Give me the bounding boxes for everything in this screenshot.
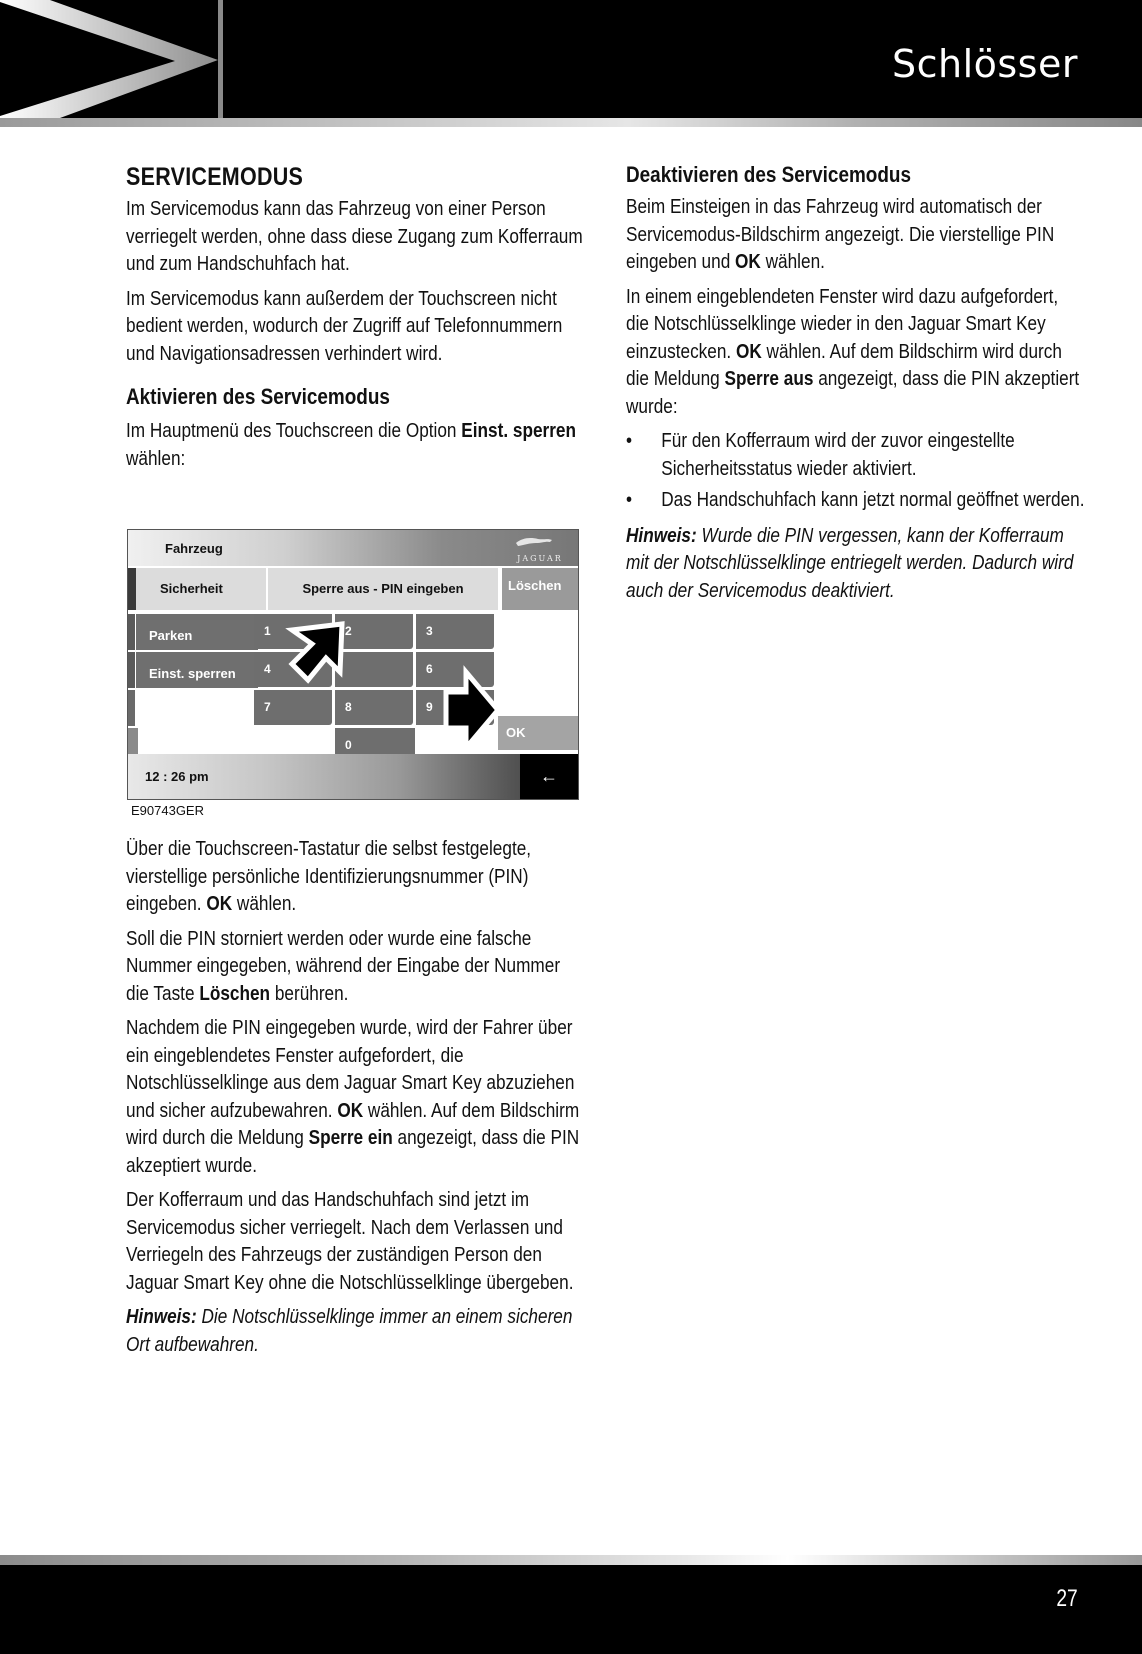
back-arrow-icon[interactable]: ← [520, 754, 578, 800]
note-label: Hinweis: [626, 524, 697, 547]
chevron-decoration-icon [0, 0, 220, 118]
ts-delete-button[interactable] [500, 568, 579, 610]
text: berühren. [270, 982, 349, 1005]
ts-menu-edge [128, 614, 135, 650]
result-list [626, 428, 1085, 515]
key-name: Löschen [199, 982, 271, 1005]
ts-key-9[interactable]: 9 [416, 690, 494, 725]
left-column [126, 160, 586, 480]
jaguar-leaper-icon [514, 534, 554, 548]
text: wählen: [126, 447, 186, 470]
text: Über die Touchscreen-Tastatur die selbst festgelegte, vierstellige persönliche Identifizierungsnummer (PIN) eingeben. [126, 838, 532, 915]
ts-key-1[interactable]: 1 [254, 614, 332, 649]
message-name: Sperre ein [308, 1127, 393, 1149]
button-label: Löschen [508, 578, 562, 593]
key-name: OK [735, 251, 761, 273]
ts-clock: 12 : 26 pm [145, 769, 209, 784]
intro-paragraph-1: Im Servicemodus kann das Fahrzeug von einer Person verriegelt werden, ohne dass diese Zugang zum Kofferraum und zum Handschuhfach hat. [126, 198, 583, 275]
key-name: OK [206, 893, 233, 915]
text: angezeigt, dass die PIN akzeptiert wurde: [626, 368, 1080, 418]
ts-menu-parken[interactable]: Parken [136, 614, 258, 650]
page-header [0, 0, 1142, 118]
ts-title-bar [128, 530, 578, 566]
text: Nachdem die PIN eingegeben wurde, wird der Fahrer über ein eingeblendetes Fenster aufgefordert, die Notschlüsselklinge aus dem Jaguar Smart Key abzuziehen und sicher aufzubewahren. [126, 1017, 575, 1122]
cancel-paragraph [126, 926, 585, 1009]
prompt-label: Sperre aus - PIN eingeben [302, 581, 464, 596]
note-paragraph [626, 523, 1085, 606]
ts-ok-button[interactable]: OK [498, 716, 579, 750]
ts-menu-edge [128, 690, 135, 726]
brand-text: JAGUAR [517, 554, 563, 563]
bullet-icon: • [626, 430, 633, 452]
text: wählen. Auf dem Bildschirm wird durch die Meldung [626, 340, 1062, 390]
ts-status-bar [128, 754, 578, 800]
page-footer [0, 1565, 1142, 1654]
key-name: OK [337, 1099, 364, 1122]
ts-vehicle-label: Fahrzeug [165, 541, 223, 556]
ts-menu-edge [128, 652, 135, 688]
note-text: Die Notschlüsselklinge immer an einem sicheren Ort aufbewahren. [126, 1306, 573, 1356]
touchscreen-illustration [127, 529, 579, 800]
section-heading: SERVICEMODUS [126, 163, 304, 191]
right-column [626, 160, 1086, 612]
text: Im Hauptmenü des Touchscreen die Option [126, 420, 462, 442]
deactivate-paragraph-1 [626, 194, 1085, 277]
deactivate-heading: Deaktivieren des Servicemodus [626, 162, 911, 187]
note-text: Wurde die PIN vergessen, kann der Kofferraum mit der Notschlüsselklinge entriegelt werden. Dadurch wird auch der Servicemodus deaktiviert. [626, 524, 1074, 602]
list-item-text: Für den Kofferraum wird der zuvor eingestellte Sicherheitsstatus wieder aktiviert. [661, 430, 1015, 480]
after-entry-paragraph [126, 1015, 585, 1180]
list-item-text: Das Handschuhfach kann jetzt normal geöffnet werden. [661, 489, 1085, 511]
text: wählen. Auf dem Bildschirm wird durch die Meldung [126, 1099, 580, 1149]
ts-key-2[interactable]: 2 [335, 614, 413, 649]
bullet-icon: • [626, 489, 633, 511]
text: wählen. [760, 251, 825, 273]
pointer-arrow-icon [278, 600, 358, 690]
ts-tab-security[interactable] [128, 568, 266, 610]
locked-paragraph: Der Kofferraum und das Handschuhfach sind jetzt im Servicemodus sicher verriegelt. Nach dem Verlassen und Verriegeln des Fahrzeugs der zuständigen Person den Jaguar Smart Key ohne die Notschlüsselklinge übergeben. [126, 1189, 574, 1294]
option-name: Einst. sperren [461, 420, 576, 442]
ts-key-0[interactable]: 0 [335, 728, 415, 763]
tab-label: Sicherheit [160, 581, 223, 596]
text: wählen. [232, 893, 297, 915]
jaguar-logo [514, 534, 566, 566]
text: Soll die PIN storniert werden oder wurde eine falsche Nummer eingegeben, während der Eingabe der Nummer die Taste [126, 927, 561, 1005]
key-name: OK [735, 340, 762, 363]
text: In einem eingeblendeten Fenster wird dazu aufgefordert, die Notschlüsselklinge wieder in den Jaguar Smart Key einzustecken. [626, 285, 1059, 363]
pointer-arrow-icon [436, 664, 506, 754]
header-metal-bar [0, 118, 1142, 127]
ts-key-8[interactable]: 8 [335, 690, 413, 725]
left-column-continued [126, 836, 586, 1366]
pin-entry-paragraph [126, 836, 585, 919]
text: Beim Einsteigen in das Fahrzeug wird automatisch der Servicemodus-Bildschirm angezeigt. Die vierstellige PIN eingeben und [626, 196, 1055, 273]
text: angezeigt, dass die PIN akzeptiert wurde. [126, 1127, 580, 1177]
note-paragraph [126, 1304, 585, 1359]
list-item [626, 428, 1085, 483]
ts-key-4[interactable]: 4 [254, 652, 332, 687]
ts-key-6[interactable]: 6 [416, 652, 494, 687]
message-name: Sperre aus [724, 368, 814, 390]
note-label: Hinweis: [126, 1306, 197, 1328]
deactivate-paragraph-2 [626, 284, 1085, 422]
footer-metal-bar [0, 1555, 1142, 1565]
list-item [626, 487, 1085, 515]
activate-paragraph [126, 418, 585, 473]
intro-paragraph-2: Im Servicemodus kann außerdem der Touchscreen nicht bedient werden, wodurch der Zugriff auf Telefonnummern und Navigationsadressen verhindert wird. [126, 287, 563, 365]
ts-menu-einst-sperren[interactable]: Einst. sperren [136, 652, 258, 688]
ts-key-7[interactable]: 7 [254, 690, 332, 725]
activate-heading: Aktivieren des Servicemodus [126, 384, 390, 409]
figure-caption: E90743GER [131, 803, 204, 818]
header-divider [218, 0, 223, 118]
chapter-title: Schlösser [891, 42, 1078, 86]
ts-key-3[interactable]: 3 [416, 614, 494, 649]
page-number: 27 [1056, 1585, 1078, 1612]
